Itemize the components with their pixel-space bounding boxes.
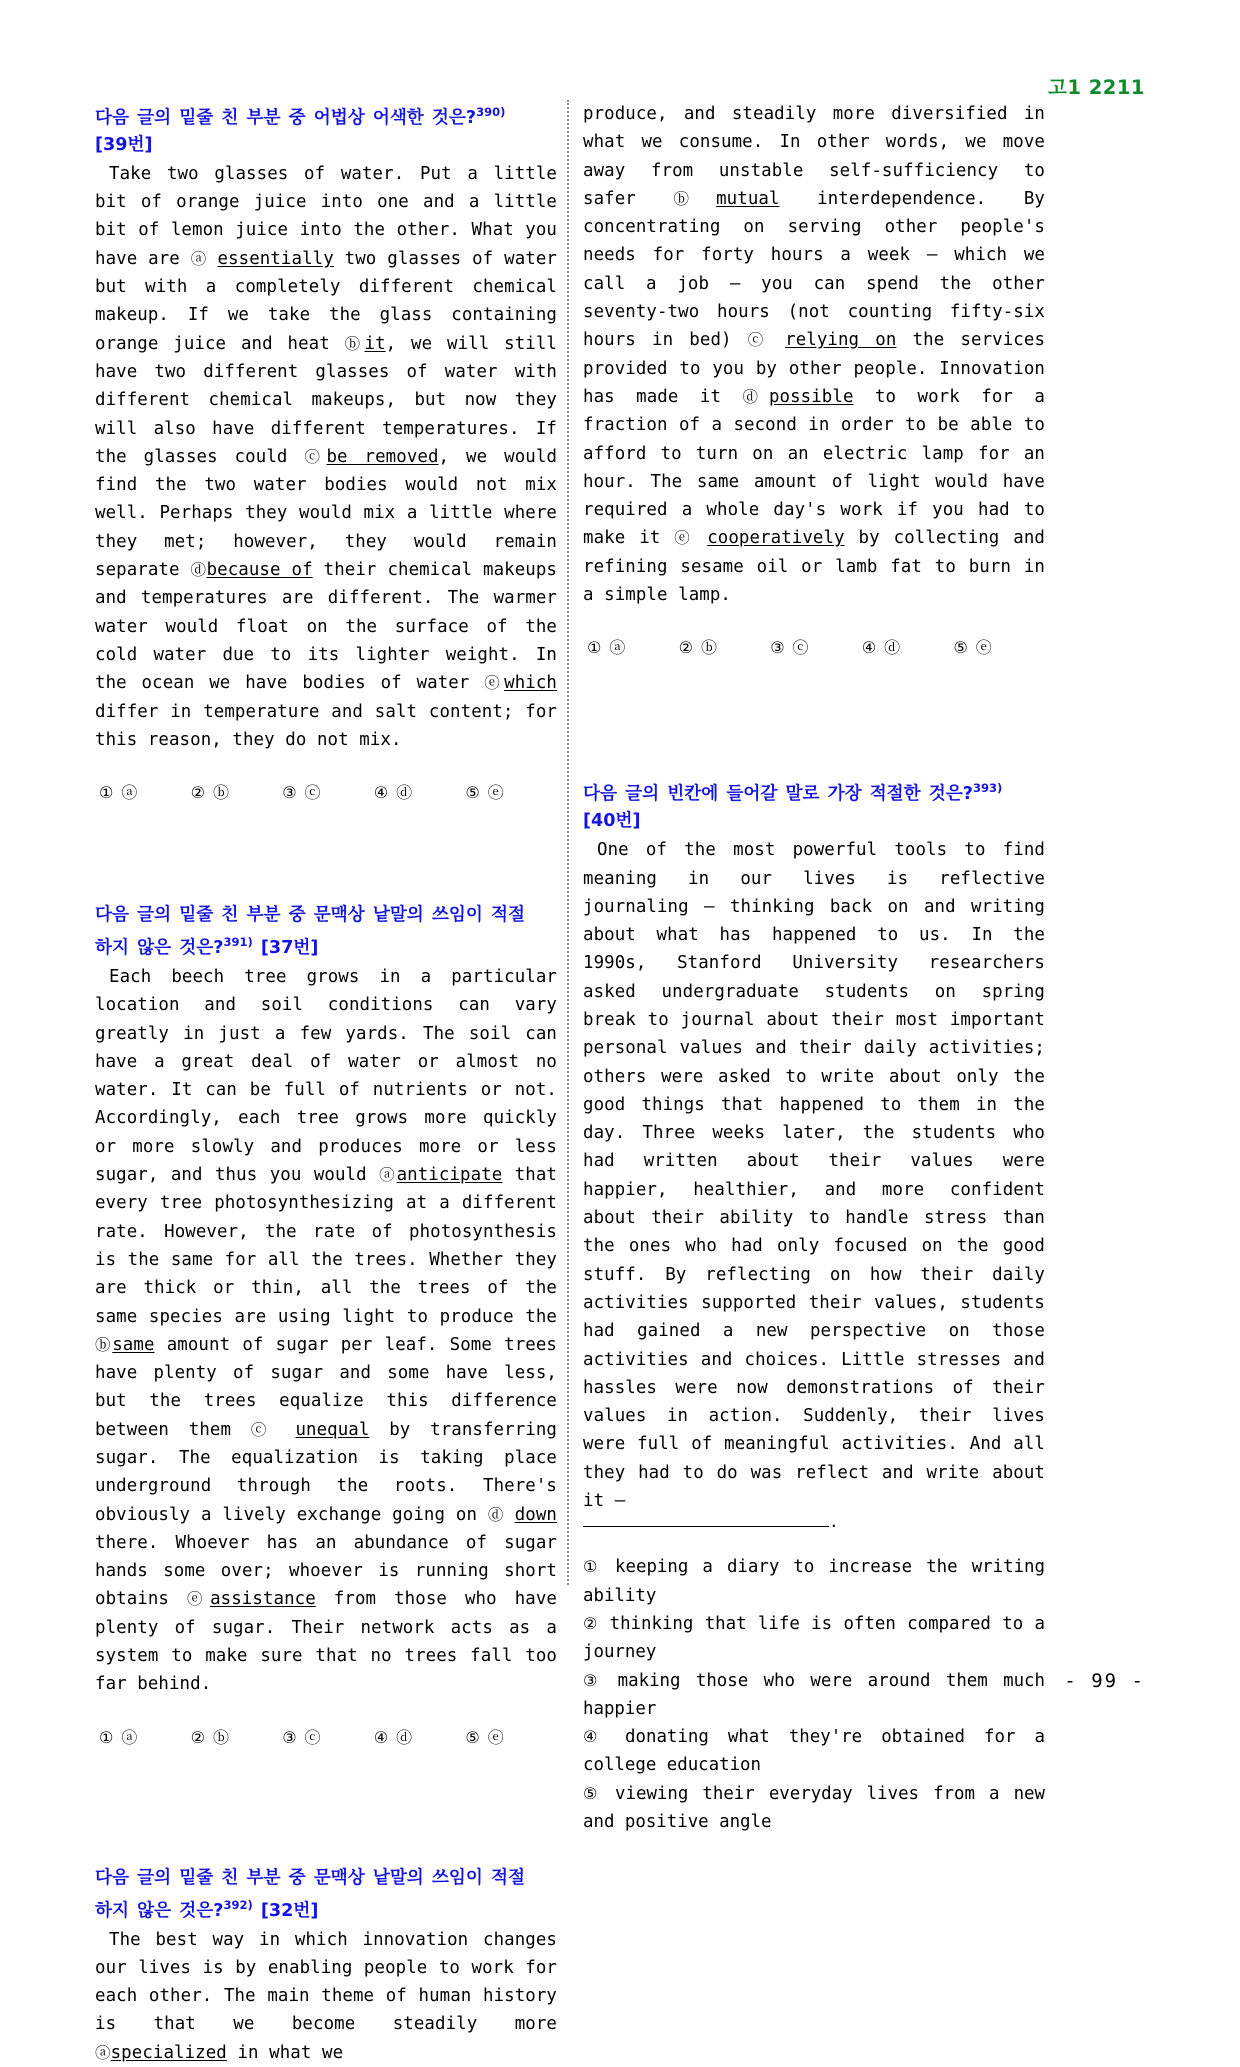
option-number: ⑤	[465, 1727, 480, 1747]
option-letter: ⓐ	[121, 783, 138, 803]
two-column-body	[95, 100, 1145, 2063]
option-number: ②	[190, 783, 205, 803]
option-number: ⑤	[465, 783, 480, 803]
answer-option[interactable]	[191, 780, 283, 803]
question-40-number-label: [40번]	[583, 811, 641, 832]
question-32-footnote-number: 392)	[223, 1897, 253, 1912]
option-letter: ⓓ	[396, 783, 413, 803]
choice-text: viewing their everyday lives from a new and positive angle	[583, 1783, 1045, 1832]
question-32-answer-row	[583, 635, 1045, 658]
block-spacer	[583, 658, 1045, 776]
option-letter: ⓑ	[212, 783, 229, 803]
question-37-heading-line2	[95, 930, 557, 961]
question-37-passage: Each beech tree grows in a particular location and soil conditions can vary greatly in just a few yards. The soil can have a great deal of water or almost no water. It can be full of nutrients or not. Accordingly, each tree grows more quickly or more slowly and produces more or less sugar, and thus you would ⓐanticipate that every tree photosynthesizing at a different rate. However, the rate of photosynthesis is the same for all the trees. Whether they are thick or thin, all the trees of the same species are using light to produce the ⓑsame amount of sugar per leaf. Some trees have plenty of sugar and some have less, but the trees equalize this difference between them ⓒ unequal by transferring sugar. The equalization is taking place underground through the roots. There's obviously a lively exchange going on ⓓ down there. Whoever has an abundance of sugar hands some over; whoever is running short obtains ⓔassistance from those who have plenty of sugar. Their network acts as a system to make sure that no trees fall too far behind.	[95, 966, 557, 1695]
option-number: ④	[373, 1727, 389, 1747]
choice-number: ②	[583, 1613, 599, 1633]
choice-text: making those who were around them much happier	[583, 1670, 1045, 1719]
question-40-choices	[583, 1553, 1045, 1836]
choice-text: thinking that life is often compared to a journey	[583, 1613, 1046, 1663]
answer-option[interactable]	[679, 635, 771, 658]
option-number: ③	[770, 638, 785, 658]
question-block-40	[583, 776, 1045, 1836]
question-37-number-label: [37번]	[252, 937, 319, 958]
option-letter: ⓒ	[304, 783, 321, 803]
answer-option[interactable]	[465, 1725, 557, 1748]
question-40-footnote-number: 393)	[973, 781, 1003, 796]
question-block-37	[95, 903, 557, 1748]
choice-item[interactable]	[583, 1553, 1045, 1610]
question-37-footnote-number: 391)	[223, 935, 253, 950]
choice-text: donating what they're obtained for a college education	[583, 1727, 1045, 1776]
running-head: 고1 2211	[1048, 76, 1145, 99]
option-number: ③	[282, 1727, 297, 1747]
option-letter: ⓓ	[396, 1727, 413, 1747]
answer-option[interactable]	[282, 1725, 374, 1748]
option-number: ①	[99, 783, 114, 803]
question-32-passage-part1: The best way in which innovation changes our lives is by enabling people to work for each other. The main theme of human history is that we become steadily more ⓐspecialized in what we	[95, 1929, 557, 2063]
question-32-heading-line2	[95, 1893, 557, 1924]
answer-option[interactable]	[99, 780, 191, 803]
question-32-number-label: [32번]	[252, 1900, 319, 1921]
answer-option[interactable]	[587, 635, 679, 658]
option-number: ②	[678, 638, 693, 658]
block-spacer	[95, 1748, 557, 1866]
option-number: ④	[373, 783, 389, 803]
question-39-heading	[95, 100, 557, 131]
block-spacer	[95, 803, 557, 903]
question-40-heading-text: 다음 글의 빈칸에 들어갈 말로 가장 적절한 것은?	[583, 784, 973, 805]
answer-blank-rule	[583, 1509, 829, 1527]
choice-item[interactable]	[583, 1667, 1045, 1724]
option-letter: ⓑ	[212, 1727, 229, 1747]
question-block-32	[95, 1866, 557, 2067]
page-number: - 99 -	[1064, 1670, 1145, 1692]
question-37-heading-text: 다음 글의 밑줄 친 부분 중 문맥상 낱말의 쓰임이 적절	[95, 905, 526, 926]
question-32-heading-text: 다음 글의 밑줄 친 부분 중 문맥상 낱말의 쓰임이 적절	[95, 1867, 526, 1888]
choice-item[interactable]	[583, 1780, 1045, 1837]
option-letter: ⓒ	[304, 1727, 321, 1747]
answer-option[interactable]	[374, 1725, 466, 1748]
question-39-passage: Take two glasses of water. Put a little bit of orange juice into one and a little bit of lemon juice into the other. What you have are ⓐ essentially two glasses of water but with a completely different chemical makeup. If we take the glass containing orange juice and heat ⓑit, we will still have two different glasses of water with different chemical makeups, but now they will also have different temperatures. If the glasses could ⓒbe removed, we would find the two water bodies would not mix well. Perhaps they would mix a little where they met; however, they would remain separate ⓓbecause of their chemical makeups and temperatures are different. The warmer water would float on the surface of the cold water due to its lighter weight. In the ocean we have bodies of water ⓔwhich differ in temperature and salt content; for this reason, they do not mix.	[95, 163, 558, 750]
option-letter: ⓑ	[700, 638, 717, 658]
answer-option[interactable]	[374, 780, 466, 803]
option-number: ①	[587, 638, 602, 658]
answer-option[interactable]	[465, 780, 557, 803]
choice-number: ⑤	[583, 1783, 601, 1803]
answer-option[interactable]	[191, 1725, 283, 1748]
answer-option[interactable]	[770, 635, 862, 658]
choice-item[interactable]	[583, 1723, 1045, 1780]
option-letter: ⓓ	[884, 638, 901, 658]
question-37-heading-text-2: 하지 않은 것은?	[95, 937, 224, 958]
question-block-39	[95, 100, 557, 803]
question-block-32-continued	[583, 100, 1045, 658]
question-40-passage: One of the most powerful tools to find meaning in our lives is reflective journaling – thinking back on and writing about what has happened to us. In the 1990s, Stanford University researchers asked undergraduate students on spring break to journal about their most important personal values and their daily activities; others were asked to write about only the good things that happened to them in the day. Three weeks later, the students who had written about their values were happier, healthier, and more confident about their ability to handle stress than the ones who had only focused on the good stuff. By reflecting on how their daily activities supported their values, students had gained a new perspective on those activities and choices. Little stresses and hassles were now demonstrations of their values in action. Suddenly, their lives were full of meaningful activities. And all they had to do was reflect and write about it –	[583, 840, 1045, 1512]
answer-option[interactable]	[953, 635, 1045, 658]
question-40-blank-line	[583, 1509, 1045, 1531]
option-number: ①	[99, 1727, 114, 1747]
answer-option[interactable]	[99, 1725, 191, 1748]
option-letter: ⓐ	[609, 638, 626, 658]
choice-number: ①	[583, 1557, 601, 1577]
question-32-heading	[95, 1866, 557, 1891]
question-32-heading-text-2: 하지 않은 것은?	[95, 1900, 224, 1921]
question-39-number-label: [39번]	[95, 134, 153, 155]
question-40-heading	[583, 776, 1045, 807]
option-number: ⑤	[953, 638, 968, 658]
question-39-footnote-number: 390)	[476, 105, 506, 119]
question-39-answer-row	[95, 780, 557, 803]
option-letter: ⓔ	[487, 783, 504, 803]
left-column	[95, 100, 558, 2063]
blank-trailing-period: .	[829, 1512, 839, 1532]
option-number: ④	[861, 638, 877, 658]
question-32-passage-part2: produce, and steadily more diversified in what we consume. In other words, we move away from unstable self-sufficiency to safer ⓑmutual interdependence. By concentrating on serving other people's needs for forty hours a week – which we call a job – you can spend the other seventy-two hours (not counting fifty-six hours in bed) ⓒ relying on the services provided to you by other people. Innovation has made it ⓓpossible to work for a fraction of a second in order to be able to afford to turn on an electric lamp for an hour. The same amount of light would have required a whole day's work if you had to make it ⓔ cooperatively by collecting and refining sesame oil or lamb fat to burn in a simple lamp.	[583, 104, 1046, 606]
answer-option[interactable]	[282, 780, 374, 803]
choice-number: ④	[583, 1727, 606, 1747]
option-letter: ⓒ	[792, 638, 809, 658]
option-letter: ⓔ	[487, 1727, 504, 1747]
right-column	[583, 100, 1046, 1832]
option-number: ③	[282, 783, 297, 803]
question-39-heading-text: 다음 글의 밑줄 친 부분 중 어법상 어색한 것은?	[95, 107, 477, 128]
question-37-answer-row	[95, 1725, 557, 1748]
answer-option[interactable]	[862, 635, 954, 658]
column-divider	[567, 100, 569, 1585]
question-37-heading	[95, 903, 557, 928]
option-number: ②	[190, 1727, 205, 1747]
choice-text: keeping a diary to increase the writing ability	[583, 1557, 1045, 1606]
option-letter: ⓐ	[121, 1727, 138, 1747]
choice-number: ③	[583, 1670, 603, 1690]
choice-item[interactable]	[583, 1610, 1045, 1667]
option-letter: ⓔ	[975, 638, 992, 658]
